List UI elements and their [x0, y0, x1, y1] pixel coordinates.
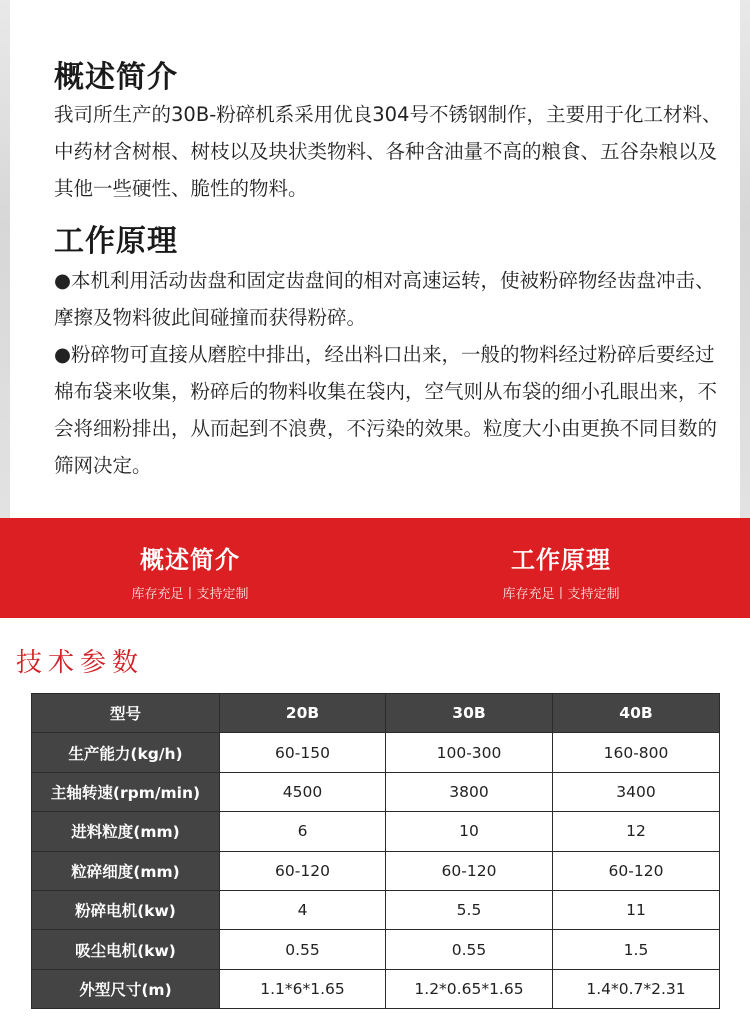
table-cell: 1.2*0.65*1.65	[386, 969, 553, 1008]
principle-paragraph-1: ●本机利用活动齿盘和固定齿盘间的相对高速运转，使被粉碎物经齿盘冲击、摩擦及物料彼此间碰撞而获得粉碎。	[54, 269, 715, 329]
row-label: 吸尘电机(kw)	[32, 930, 220, 969]
table-cell: 3400	[553, 772, 720, 811]
row-label: 生产能力(kg/h)	[32, 733, 220, 772]
table-cell: 0.55	[220, 930, 386, 969]
overview-title: 概述简介	[54, 60, 178, 95]
header-cell: 30B	[386, 694, 553, 733]
spec-header-row	[32, 694, 720, 733]
band-item-overview[interactable]	[40, 540, 340, 602]
table-cell: 60-120	[553, 851, 720, 890]
table-cell: 60-120	[220, 851, 386, 890]
header-cell: 40B	[553, 694, 720, 733]
table-cell: 60-120	[386, 851, 553, 890]
table-row	[32, 772, 720, 811]
table-row	[32, 733, 720, 772]
table-cell: 60-150	[220, 733, 386, 772]
band-item-title: 概述简介	[140, 546, 240, 574]
table-cell: 1.1*6*1.65	[220, 969, 386, 1008]
band-item-subtitle: 库存充足丨支持定制	[131, 587, 249, 602]
intro-card	[10, 0, 740, 520]
table-cell: 0.55	[386, 930, 553, 969]
row-label: 粉碎电机(kw)	[32, 890, 220, 929]
row-label: 外型尺寸(m)	[32, 969, 220, 1008]
table-cell: 1.4*0.7*2.31	[553, 969, 720, 1008]
row-label: 粒碎细度(mm)	[32, 851, 220, 890]
table-cell: 12	[553, 812, 720, 851]
table-cell: 10	[386, 812, 553, 851]
band-item-title: 工作原理	[511, 546, 611, 574]
row-label: 主轴转速(rpm/min)	[32, 772, 220, 811]
table-row	[32, 851, 720, 890]
table-row	[32, 812, 720, 851]
band-item-principle[interactable]	[411, 540, 711, 602]
header-cell: 型号	[32, 694, 220, 733]
band-item-subtitle: 库存充足丨支持定制	[502, 587, 620, 602]
principle-paragraph-2: ●粉碎物可直接从磨腔中排出，经出料口出来，一般的物料经过粉碎后要经过棉布袋来收集，粉碎后的物料收集在袋内，空气则从布袋的细小孔眼出来，不会将细粉排出，从而起到不浪费，不污染的效果。粒度大小由更换不同目数的筛网决定。	[54, 343, 718, 477]
table-cell: 100-300	[386, 733, 553, 772]
table-cell: 4	[220, 890, 386, 929]
table-cell: 5.5	[386, 890, 553, 929]
table-row	[32, 930, 720, 969]
table-cell: 160-800	[553, 733, 720, 772]
header-cell: 20B	[220, 694, 386, 733]
table-cell: 6	[220, 812, 386, 851]
table-cell: 4500	[220, 772, 386, 811]
spec-table	[31, 693, 720, 1009]
principle-title: 工作原理	[54, 224, 178, 259]
table-row	[32, 969, 720, 1008]
row-label: 进料粒度(mm)	[32, 812, 220, 851]
table-cell: 1.5	[553, 930, 720, 969]
table-cell: 11	[553, 890, 720, 929]
feature-band	[0, 518, 750, 618]
params-title: 技术参数	[16, 648, 145, 678]
table-cell: 3800	[386, 772, 553, 811]
table-row	[32, 890, 720, 929]
overview-body: 我司所生产的30B-粉碎机系采用优良304号不锈钢制作，主要用于化工材料、中药材含树根、树枝以及块状类物料、各种含油量不高的粮食、五谷杂粮以及其他一些硬性、脆性的物料。	[54, 103, 722, 200]
